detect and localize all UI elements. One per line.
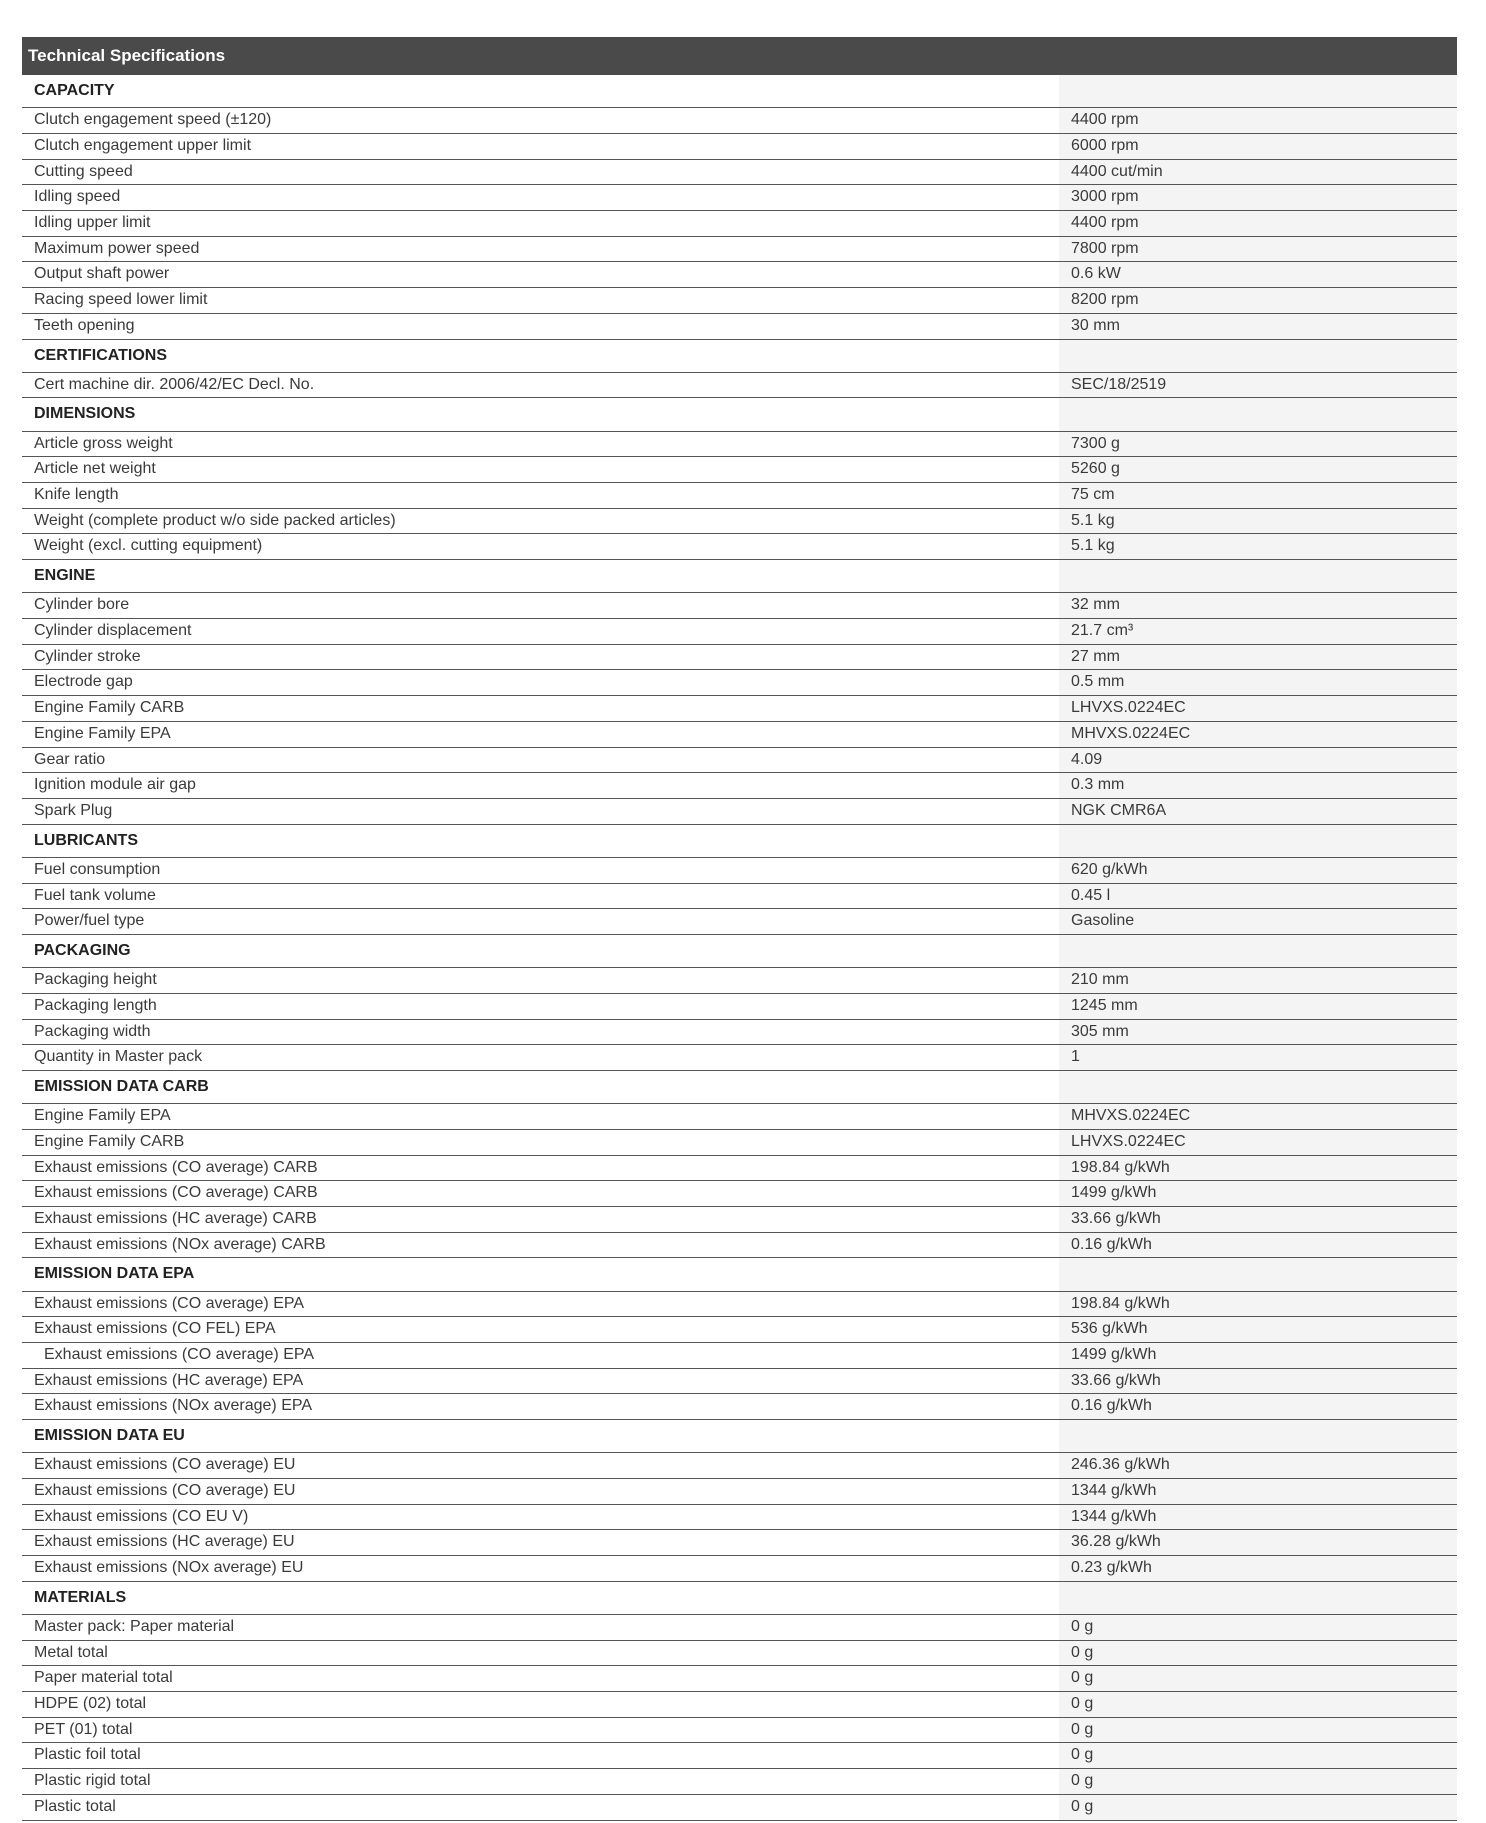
spec-value: 30 mm: [1059, 314, 1457, 339]
spec-row: [22, 457, 1457, 483]
spec-value: 1344 g/kWh: [1059, 1505, 1457, 1530]
spec-label: Fuel tank volume: [34, 886, 156, 904]
spec-label: Exhaust emissions (CO average) CARB: [34, 1158, 318, 1176]
spec-value: 1344 g/kWh: [1059, 1479, 1457, 1504]
spec-value: 5.1 kg: [1059, 509, 1457, 534]
spec-value: 3000 rpm: [1059, 185, 1457, 210]
section-title: MATERIALS: [34, 1588, 127, 1606]
spec-label: PET (01) total: [34, 1720, 133, 1738]
spec-value: 0.16 g/kWh: [1059, 1394, 1457, 1419]
spec-value: Gasoline: [1059, 909, 1457, 934]
spec-row: [22, 1743, 1457, 1769]
spec-value: 0.3 mm: [1059, 773, 1457, 798]
section-header: [22, 935, 1457, 968]
section-header: [22, 75, 1457, 108]
spec-label: Exhaust emissions (NOx average) CARB: [34, 1235, 326, 1253]
spec-row: [22, 1130, 1457, 1156]
spec-label: Exhaust emissions (CO average) EPA: [44, 1345, 315, 1363]
spec-row: [22, 1104, 1457, 1130]
spec-label: HDPE (02) total: [34, 1695, 147, 1713]
spec-value: 75 cm: [1059, 483, 1457, 508]
spec-value: 4400 rpm: [1059, 108, 1457, 133]
spec-label: Exhaust emissions (CO average) EPA: [34, 1294, 305, 1312]
spec-row: [22, 1292, 1457, 1318]
section-value-cell: [1059, 1258, 1457, 1290]
spec-label: Output shaft power: [34, 265, 170, 283]
spec-label: Clutch engagement speed (±120): [34, 111, 272, 129]
spec-label: Engine Family CARB: [34, 699, 185, 717]
spec-value: NGK CMR6A: [1059, 799, 1457, 824]
spec-value: 0.23 g/kWh: [1059, 1556, 1457, 1581]
spec-row: [22, 1156, 1457, 1182]
spec-value: 0.6 kW: [1059, 262, 1457, 287]
spec-row: [22, 1795, 1457, 1821]
section-value-cell: [1059, 560, 1457, 592]
spec-value: 1: [1059, 1045, 1457, 1070]
spec-value: 21.7 cm³: [1059, 619, 1457, 644]
spec-value: 0 g: [1059, 1615, 1457, 1640]
spec-value: 1499 g/kWh: [1059, 1343, 1457, 1368]
spec-row: [22, 1343, 1457, 1369]
section-header: [22, 825, 1457, 858]
spec-value: 0.5 mm: [1059, 670, 1457, 695]
spec-label: Knife length: [34, 486, 119, 503]
spec-value: 1499 g/kWh: [1059, 1181, 1457, 1206]
spec-row: [22, 373, 1457, 399]
spec-value: 0.45 l: [1059, 884, 1457, 909]
spec-value: 4400 rpm: [1059, 211, 1457, 236]
spec-label: Fuel consumption: [34, 860, 161, 878]
spec-value: 36.28 g/kWh: [1059, 1530, 1457, 1555]
spec-row: [22, 432, 1457, 458]
spec-label: Gear ratio: [34, 750, 106, 768]
spec-label: Packaging height: [34, 971, 157, 989]
spec-label: Idling upper limit: [34, 214, 151, 231]
spec-label: Exhaust emissions (NOx average) EU: [34, 1559, 304, 1577]
spec-row: [22, 1181, 1457, 1207]
spec-value: 4400 cut/min: [1059, 160, 1457, 185]
spec-row: [22, 185, 1457, 211]
spec-row: [22, 593, 1457, 619]
section-header: [22, 1071, 1457, 1104]
spec-row: [22, 262, 1457, 288]
spec-row: [22, 619, 1457, 645]
spec-label: Exhaust emissions (NOx average) EPA: [34, 1397, 313, 1415]
spec-label: Exhaust emissions (HC average) EU: [34, 1533, 295, 1551]
spec-value: 5260 g: [1059, 457, 1457, 482]
spec-label: Racing speed lower limit: [34, 291, 208, 309]
section-header: [22, 340, 1457, 373]
spec-row: [22, 1556, 1457, 1582]
spec-row: [22, 237, 1457, 263]
spec-value: 536 g/kWh: [1059, 1317, 1457, 1342]
spec-row: [22, 534, 1457, 560]
spec-label: Paper material total: [34, 1669, 173, 1687]
spec-value: MHVXS.0224EC: [1059, 1104, 1457, 1129]
spec-value: 7800 rpm: [1059, 237, 1457, 262]
spec-row: [22, 670, 1457, 696]
spec-row: [22, 1666, 1457, 1692]
spec-value: LHVXS.0224EC: [1059, 1130, 1457, 1155]
section-value-cell: [1059, 1071, 1457, 1103]
spec-row: [22, 1530, 1457, 1556]
spec-row: [22, 1369, 1457, 1395]
spec-value: 6000 rpm: [1059, 134, 1457, 159]
spec-label: Exhaust emissions (CO average) EU: [34, 1481, 296, 1499]
spec-value: SEC/18/2519: [1059, 373, 1457, 398]
spec-table-body: [22, 75, 1457, 1821]
spec-label: Cylinder bore: [34, 596, 130, 614]
spec-value: 0 g: [1059, 1743, 1457, 1768]
section-value-cell: [1059, 825, 1457, 857]
spec-label: Article net weight: [34, 460, 156, 478]
spec-row: [22, 722, 1457, 748]
section-title: ENGINE: [34, 567, 96, 585]
spec-row: [22, 160, 1457, 186]
spec-value: 620 g/kWh: [1059, 858, 1457, 883]
spec-table-title: Technical Specifications: [22, 37, 1457, 75]
spec-row: [22, 1207, 1457, 1233]
section-title: LUBRICANTS: [34, 831, 138, 849]
section-value-cell: [1059, 398, 1457, 430]
spec-value: MHVXS.0224EC: [1059, 722, 1457, 747]
spec-row: [22, 1453, 1457, 1479]
spec-value: 0 g: [1059, 1666, 1457, 1691]
spec-value: 7300 g: [1059, 432, 1457, 457]
section-header: [22, 560, 1457, 593]
spec-row: [22, 968, 1457, 994]
spec-label: Master pack: Paper material: [34, 1617, 235, 1635]
spec-label: Weight (complete product w/o side packed articles): [34, 511, 396, 529]
spec-sheet: [22, 37, 1457, 1821]
spec-label: Packaging length: [34, 996, 157, 1014]
spec-label: Exhaust emissions (HC average) EPA: [34, 1371, 304, 1389]
spec-label: Exhaust emissions (CO average) EU: [34, 1456, 296, 1474]
spec-row: [22, 1020, 1457, 1046]
spec-label: Quantity in Master pack: [34, 1048, 203, 1066]
spec-row: [22, 211, 1457, 237]
spec-row: [22, 909, 1457, 935]
spec-row: [22, 134, 1457, 160]
spec-label: Article gross weight: [34, 434, 173, 452]
spec-row: [22, 1505, 1457, 1531]
spec-label: Engine Family EPA: [34, 1107, 171, 1125]
spec-row: [22, 696, 1457, 722]
spec-label: Teeth opening: [34, 316, 135, 334]
spec-value: 33.66 g/kWh: [1059, 1369, 1457, 1394]
section-title: EMISSION DATA EU: [34, 1427, 185, 1445]
spec-value: 0 g: [1059, 1769, 1457, 1794]
spec-value: 0.16 g/kWh: [1059, 1233, 1457, 1258]
spec-value: 32 mm: [1059, 593, 1457, 618]
spec-label: Engine Family CARB: [34, 1132, 185, 1150]
section-title: EMISSION DATA EPA: [34, 1265, 195, 1283]
section-header: [22, 1258, 1457, 1291]
spec-value: LHVXS.0224EC: [1059, 696, 1457, 721]
spec-row: [22, 748, 1457, 774]
spec-value: 0 g: [1059, 1718, 1457, 1743]
spec-label: Idling speed: [34, 188, 121, 206]
section-value-cell: [1059, 935, 1457, 967]
section-value-cell: [1059, 340, 1457, 372]
section-header: [22, 1420, 1457, 1453]
spec-label: Spark Plug: [34, 801, 113, 819]
spec-label: Clutch engagement upper limit: [34, 136, 252, 154]
spec-label: Cert machine dir. 2006/42/EC Decl. No.: [34, 375, 315, 393]
spec-value: 5.1 kg: [1059, 534, 1457, 559]
spec-value: 0 g: [1059, 1692, 1457, 1717]
spec-value: 1245 mm: [1059, 994, 1457, 1019]
spec-value: 210 mm: [1059, 968, 1457, 993]
spec-label: Exhaust emissions (CO EU V): [34, 1507, 249, 1525]
spec-label: Cylinder displacement: [34, 622, 192, 639]
spec-row: [22, 884, 1457, 910]
spec-row: [22, 994, 1457, 1020]
section-title: DIMENSIONS: [34, 405, 136, 423]
spec-row: [22, 773, 1457, 799]
spec-row: [22, 645, 1457, 671]
spec-row: [22, 483, 1457, 509]
section-title: CERTIFICATIONS: [34, 346, 168, 364]
spec-row: [22, 1641, 1457, 1667]
spec-label: Exhaust emissions (HC average) CARB: [34, 1209, 317, 1227]
spec-row: [22, 1615, 1457, 1641]
spec-value: 8200 rpm: [1059, 288, 1457, 313]
spec-value: 4.09: [1059, 748, 1457, 773]
spec-label: Cylinder stroke: [34, 647, 141, 665]
section-header: [22, 1582, 1457, 1615]
spec-value: 305 mm: [1059, 1020, 1457, 1045]
spec-label: Cutting speed: [34, 162, 133, 180]
spec-label: Power/fuel type: [34, 912, 145, 930]
spec-row: [22, 1394, 1457, 1420]
spec-value: 27 mm: [1059, 645, 1457, 670]
spec-row: [22, 1692, 1457, 1718]
spec-label: Plastic total: [34, 1797, 116, 1815]
spec-label: Engine Family EPA: [34, 724, 171, 742]
spec-label: Electrode gap: [34, 673, 133, 691]
spec-label: Exhaust emissions (CO FEL) EPA: [34, 1320, 276, 1338]
spec-row: [22, 1045, 1457, 1071]
section-header: [22, 398, 1457, 431]
spec-label: Plastic rigid total: [34, 1772, 151, 1790]
spec-row: [22, 1317, 1457, 1343]
spec-label: Weight (excl. cutting equipment): [34, 537, 263, 555]
spec-value: 0 g: [1059, 1795, 1457, 1820]
section-value-cell: [1059, 1582, 1457, 1614]
spec-row: [22, 1233, 1457, 1259]
spec-value: 198.84 g/kWh: [1059, 1156, 1457, 1181]
spec-row: [22, 108, 1457, 134]
spec-row: [22, 314, 1457, 340]
spec-value: 0 g: [1059, 1641, 1457, 1666]
spec-row: [22, 858, 1457, 884]
spec-label: Metal total: [34, 1643, 108, 1661]
spec-value: 33.66 g/kWh: [1059, 1207, 1457, 1232]
spec-label: Exhaust emissions (CO average) CARB: [34, 1184, 318, 1202]
section-title: CAPACITY: [34, 82, 115, 99]
spec-value: 246.36 g/kWh: [1059, 1453, 1457, 1478]
spec-row: [22, 288, 1457, 314]
section-title: EMISSION DATA CARB: [34, 1077, 209, 1095]
spec-row: [22, 509, 1457, 535]
spec-row: [22, 1718, 1457, 1744]
spec-label: Packaging width: [34, 1022, 151, 1040]
spec-row: [22, 1479, 1457, 1505]
spec-row: [22, 799, 1457, 825]
spec-row: [22, 1769, 1457, 1795]
section-title: PACKAGING: [34, 941, 131, 959]
spec-label: Ignition module air gap: [34, 776, 196, 794]
spec-label: Plastic foil total: [34, 1746, 141, 1764]
section-value-cell: [1059, 75, 1457, 107]
spec-label: Maximum power speed: [34, 239, 200, 257]
section-value-cell: [1059, 1420, 1457, 1452]
spec-value: 198.84 g/kWh: [1059, 1292, 1457, 1317]
